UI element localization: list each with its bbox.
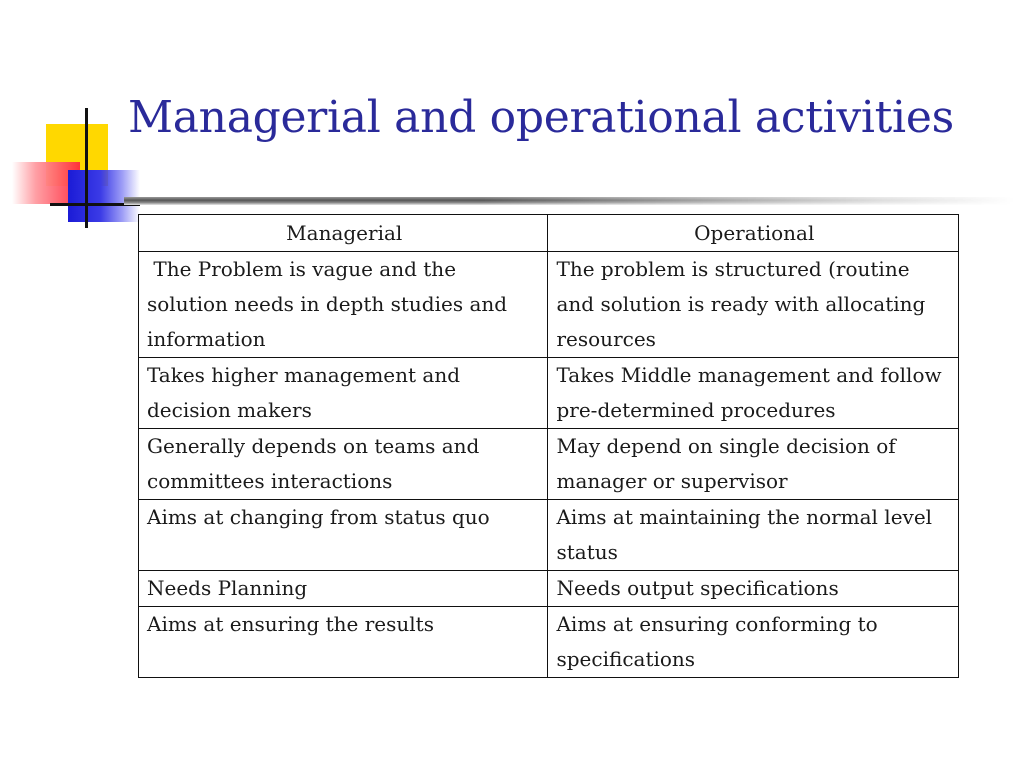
managerial-cell: Generally depends on teams and committees interactions xyxy=(139,429,548,500)
table-row xyxy=(139,358,959,429)
table-row xyxy=(139,252,959,358)
operational-cell: Needs output specifications xyxy=(548,571,959,607)
table-row xyxy=(139,607,959,678)
operational-cell: Aims at maintaining the normal level status xyxy=(548,500,959,571)
title-underline xyxy=(124,197,1014,205)
operational-cell: Takes Middle management and follow pre-determined procedures xyxy=(548,358,959,429)
column-header-operational: Operational xyxy=(548,215,959,252)
slide-title: Managerial and operational activities xyxy=(128,92,954,143)
operational-cell: The problem is structured (routine and solution is ready with allocating resources xyxy=(548,252,959,358)
table-header-row xyxy=(139,215,959,252)
logo-blue-square xyxy=(68,170,140,222)
column-header-managerial: Managerial xyxy=(139,215,548,252)
logo-vertical-line xyxy=(85,108,88,228)
managerial-cell: Aims at changing from status quo xyxy=(139,500,548,571)
managerial-cell: Takes higher management and decision makers xyxy=(139,358,548,429)
managerial-cell: Aims at ensuring the results xyxy=(139,607,548,678)
operational-cell: May depend on single decision of manager or supervisor xyxy=(548,429,959,500)
table-row xyxy=(139,571,959,607)
table-row xyxy=(139,429,959,500)
table-row xyxy=(139,500,959,571)
operational-cell: Aims at ensuring conforming to specifications xyxy=(548,607,959,678)
managerial-cell: The Problem is vague and the solution needs in depth studies and information xyxy=(139,252,548,358)
comparison-table xyxy=(138,214,959,678)
managerial-cell: Needs Planning xyxy=(139,571,548,607)
